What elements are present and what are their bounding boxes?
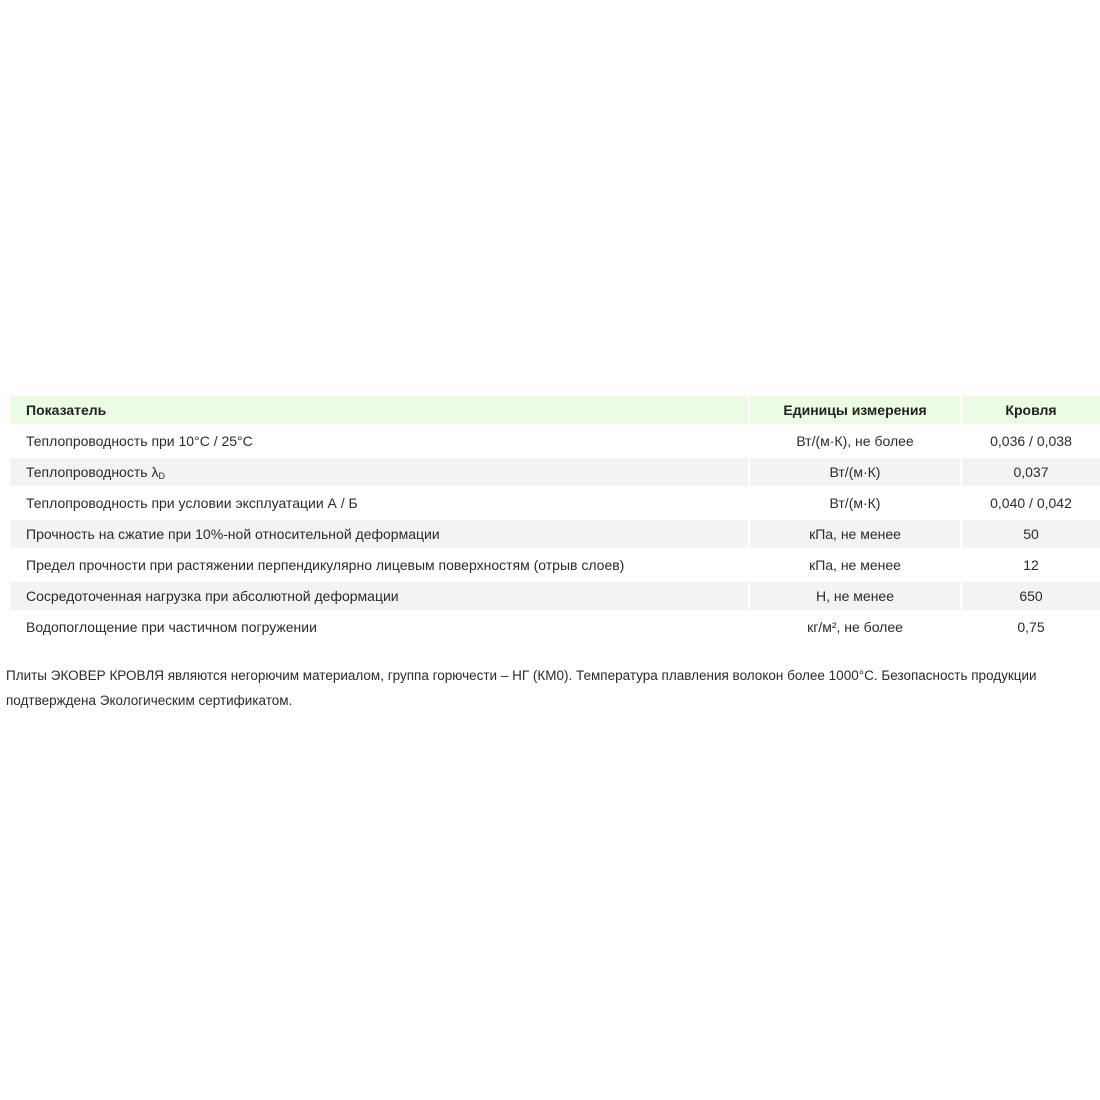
table-row: [10, 582, 1100, 610]
row-value: 12: [962, 551, 1100, 579]
column-header-indicator: Показатель: [10, 396, 750, 424]
row-unit: Н, не менее: [750, 582, 962, 610]
table-row: [10, 458, 1100, 486]
row-value: 0,036 / 0,038: [962, 427, 1100, 455]
table-row: [10, 613, 1100, 641]
row-value: 0,040 / 0,042: [962, 489, 1100, 517]
product-note: Плиты ЭКОВЕР КРОВЛЯ являются негорючим материалом, группа горючести – НГ (КМ0). Температура плавления волокон более 1000°С. Безопасность продукции подтверждена Экологическим сертификатом.: [6, 668, 1037, 708]
row-indicator: Водопоглощение при частичном погружении: [10, 613, 750, 641]
table-row: [10, 520, 1100, 548]
row-value: 0,037: [962, 458, 1100, 486]
row-indicator: Сосредоточенная нагрузка при абсолютной деформации: [10, 582, 750, 610]
row-indicator-text: Теплопроводность λ: [26, 463, 159, 480]
row-indicator: Предел прочности при растяжении перпендикулярно лицевым поверхностям (отрыв слоев): [10, 551, 750, 579]
column-header-unit: Единицы измерения: [750, 396, 962, 424]
lambda-subscript: D: [158, 470, 165, 481]
row-indicator: Теплопроводность при условии эксплуатации А / Б: [10, 489, 750, 517]
table-header-row: [10, 396, 1100, 424]
table-row: [10, 427, 1100, 455]
row-unit: Вт/(м·К), не более: [750, 427, 962, 455]
row-indicator: Теплопроводность при 10°С / 25°С: [10, 427, 750, 455]
row-value: 50: [962, 520, 1100, 548]
row-unit: кПа, не менее: [750, 551, 962, 579]
row-indicator: Прочность на сжатие при 10%-ной относительной деформации: [10, 520, 750, 548]
row-unit: Вт/(м·К): [750, 458, 962, 486]
row-value: 650: [962, 582, 1100, 610]
row-unit: Вт/(м·К): [750, 489, 962, 517]
column-header-roof: Кровля: [962, 396, 1100, 424]
specifications-table: [10, 393, 1100, 644]
table-row: [10, 489, 1100, 517]
row-unit: кПа, не менее: [750, 520, 962, 548]
row-unit: кг/м², не более: [750, 613, 962, 641]
row-indicator: [10, 458, 750, 486]
table-row: [10, 551, 1100, 579]
row-value: 0,75: [962, 613, 1100, 641]
